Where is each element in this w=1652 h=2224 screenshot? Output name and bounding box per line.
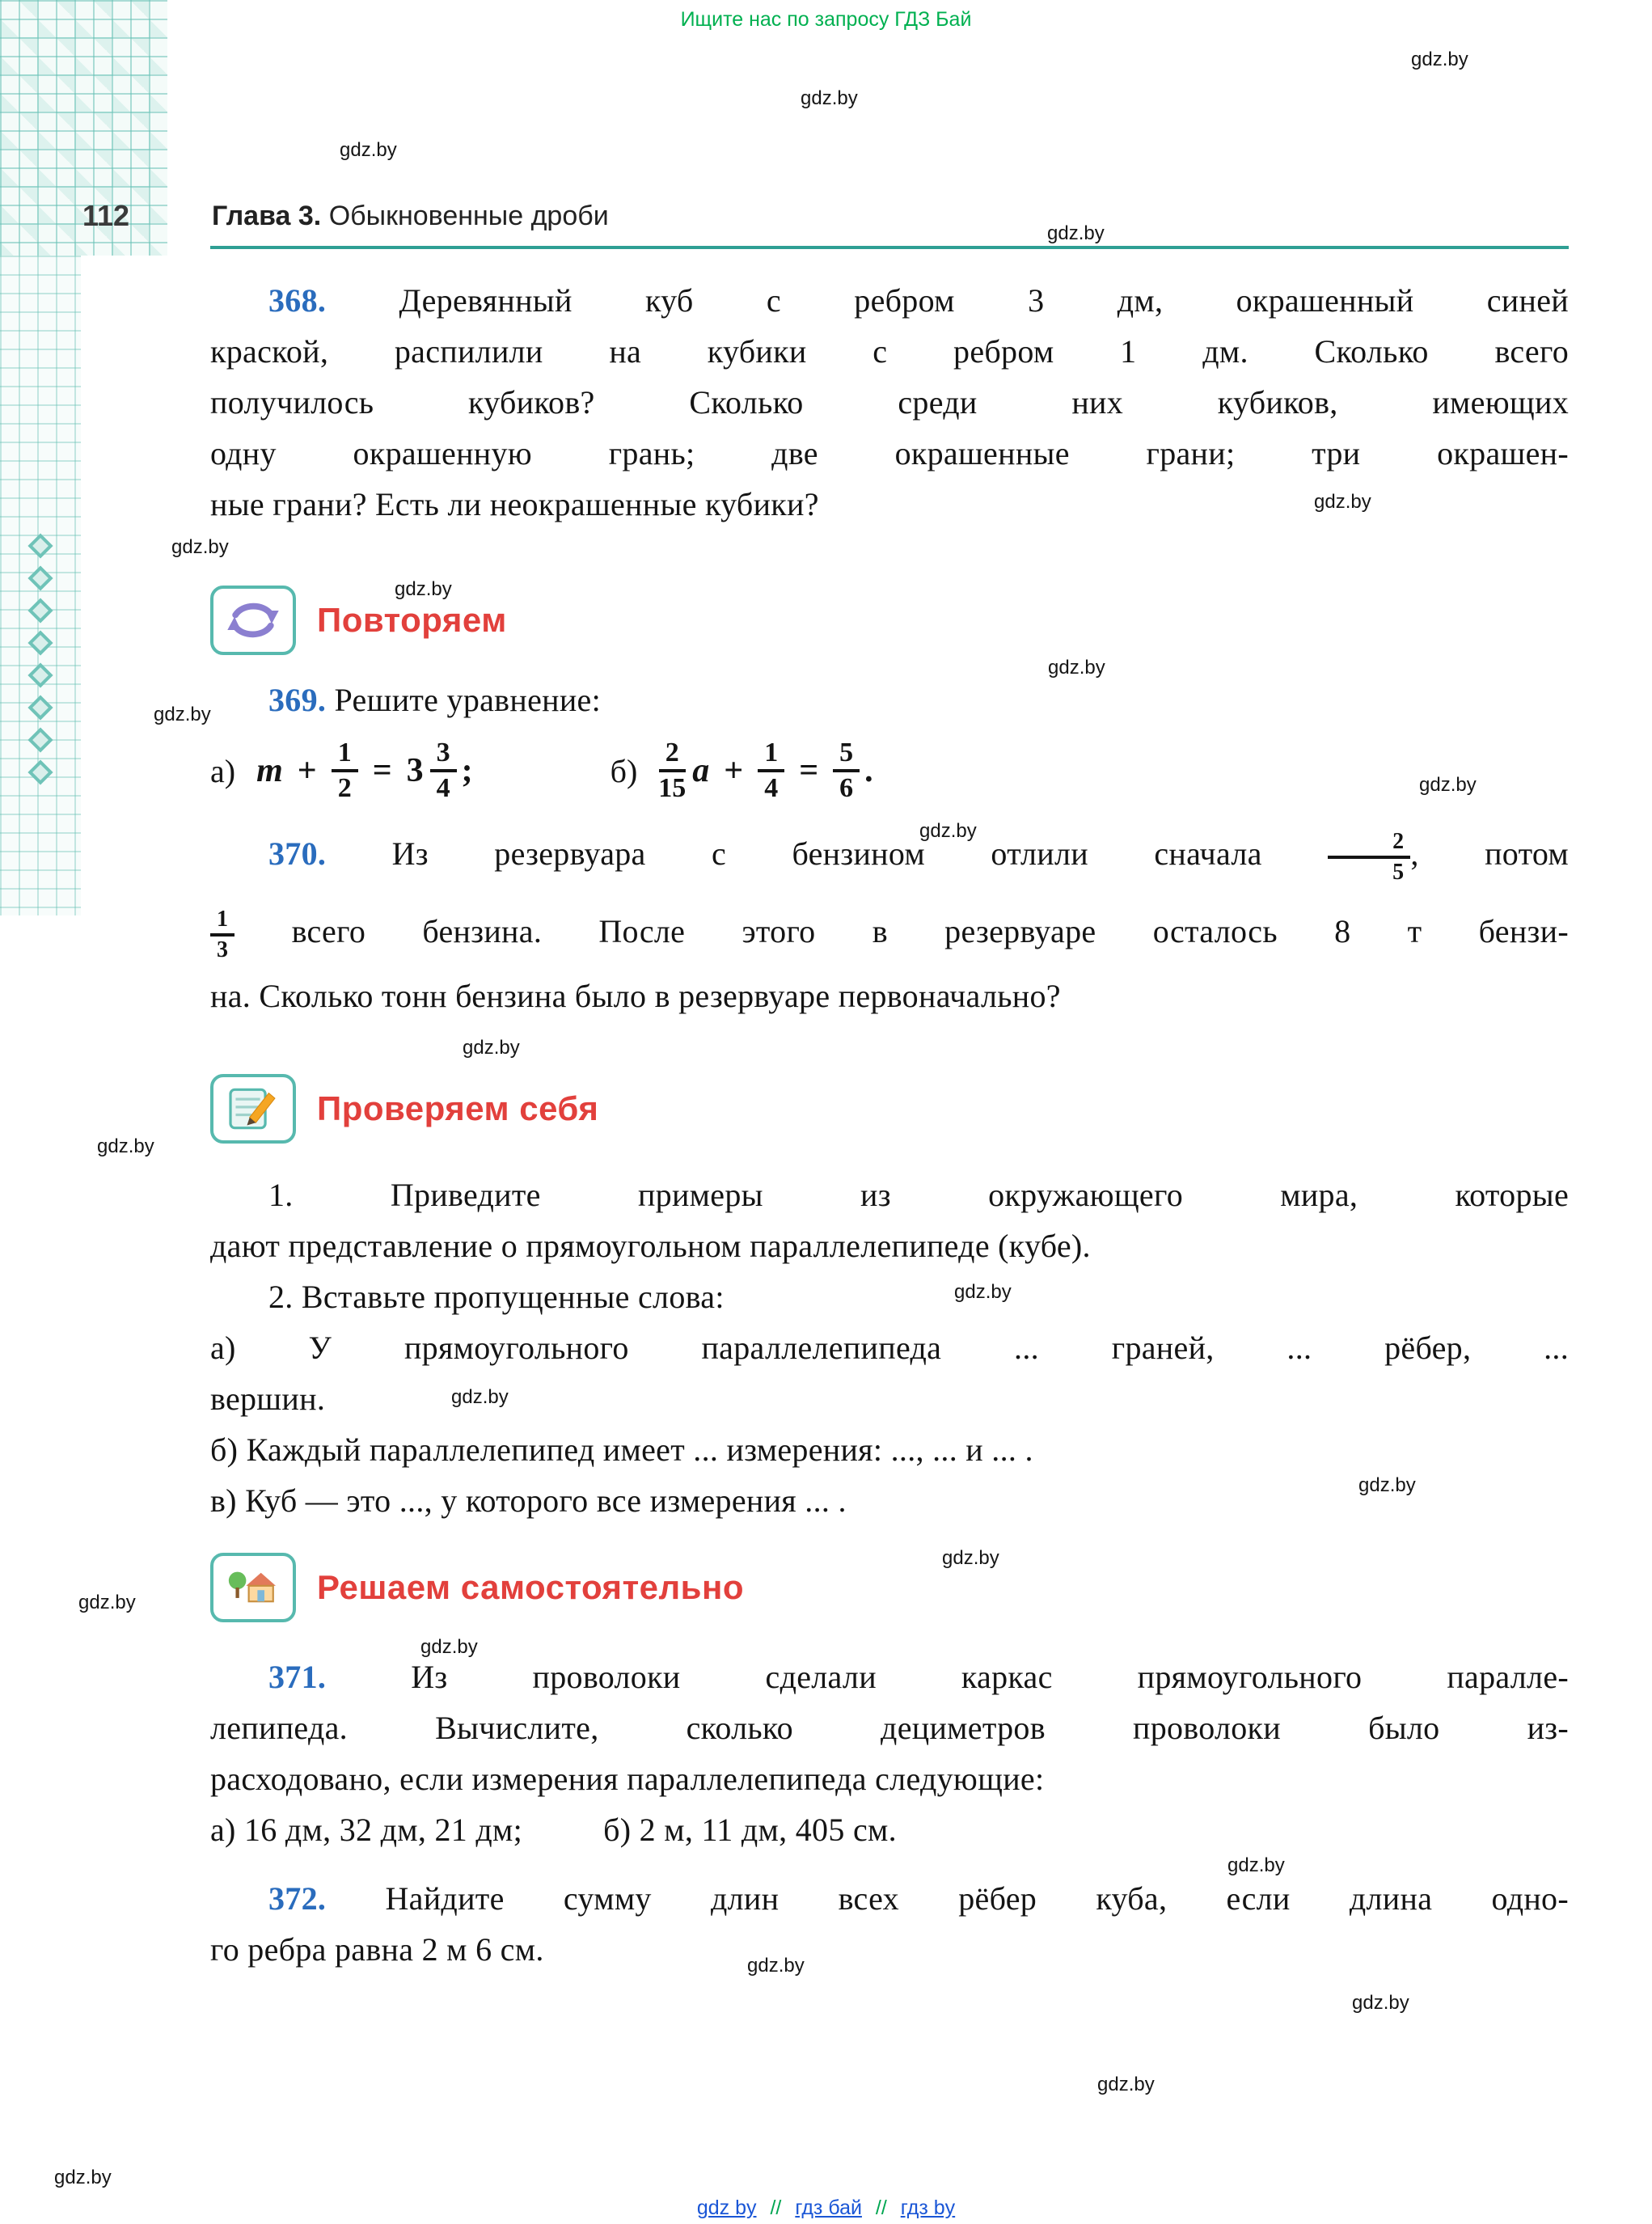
text-line: лепипеда. Вычислите, сколько дециметров проволоки было из-: [210, 1710, 1569, 1746]
fraction-2-5: $\frac{2}{5}$: [1328, 830, 1410, 884]
plus-sign: +: [724, 752, 744, 789]
pattern-diamond: [27, 533, 53, 558]
plus-sign: +: [297, 752, 317, 789]
section-label: Повторяем: [317, 601, 507, 639]
equation-369: [210, 726, 1569, 815]
top-banner: Ищите нас по запросу ГДЗ Бай: [680, 8, 972, 31]
problem-369: [210, 674, 1569, 725]
gdz-watermark: gdz.by: [1411, 49, 1468, 70]
section-label: Проверяем себя: [317, 1089, 599, 1127]
section-label: Решаем самостоятельно: [317, 1568, 745, 1606]
problem-371: [210, 1651, 1569, 1855]
text-line: [210, 1651, 1569, 1702]
problem-number: 371.: [268, 1659, 327, 1695]
pattern-diamond: [27, 662, 53, 687]
gdz-watermark: gdz.by: [1227, 1854, 1285, 1876]
text-line: дают представление о прямоугольном параллелепипеде (кубе).: [210, 1228, 1091, 1264]
fraction-1-3: $\frac{1}{3}$: [210, 907, 234, 962]
text-line: [210, 275, 1569, 326]
gdz-watermark: gdz.by: [395, 578, 452, 600]
footer-link-gdzbai[interactable]: гдз бай: [795, 2197, 862, 2219]
text: Деревянный куб с ребром 3 дм, окрашенный синей: [399, 282, 1569, 319]
text-line: краской, распилили на кубики с ребром 1 дм. Сколько всего: [210, 333, 1569, 370]
self-check-items: [210, 1169, 1569, 1526]
text-line: в) Куб — это ..., у которого все измерения ... .: [210, 1482, 847, 1519]
text: Решите уравнение:: [334, 682, 602, 718]
gdz-watermark: gdz.by: [171, 536, 229, 558]
header-rule: [210, 246, 1569, 249]
gdz-watermark: gdz.by: [1352, 1992, 1409, 2014]
text-line: ные грани? Есть ли неокрашенные кубики?: [210, 486, 819, 522]
text-line: [210, 815, 1569, 893]
footer-link-gdzby2[interactable]: гдз by: [900, 2197, 956, 2219]
problem-number: 369.: [268, 682, 327, 718]
pattern-diamond: [27, 727, 53, 752]
problem-number: 370.: [268, 835, 327, 872]
semicolon: ;: [461, 752, 473, 789]
whole-number: 3: [406, 752, 424, 789]
pattern-diamond: [27, 565, 53, 590]
equals-sign: =: [372, 752, 392, 789]
text: Из резервуара с бензином отлили сначала: [391, 835, 1262, 872]
solve-icon: [210, 1553, 296, 1622]
gdz-watermark: gdz.by: [1314, 491, 1371, 513]
gdz-watermark: gdz.by: [919, 820, 977, 842]
gdz-watermark: gdz.by: [801, 87, 858, 109]
fraction-1-4: $\frac{1}{4}$: [758, 738, 784, 802]
gdz-watermark: gdz.by: [451, 1386, 509, 1408]
variable-m: m: [256, 752, 283, 789]
text-line: на. Сколько тонн бензина было в резервуаре первоначально?: [210, 978, 1061, 1014]
self-check-icon: [210, 1074, 296, 1144]
fraction-5-6: $\frac{5}{6}$: [833, 738, 860, 802]
problem-number: 372.: [268, 1880, 327, 1917]
problem-number: 368.: [268, 282, 327, 319]
section-self-check: [210, 1074, 598, 1144]
gdz-watermark: gdz.by: [154, 704, 211, 725]
text-line: [210, 1804, 1569, 1855]
item-label-a: а): [210, 752, 236, 789]
text-line: вершин.: [210, 1380, 326, 1417]
gdz-watermark: gdz.by: [420, 1636, 478, 1658]
fraction-1-2: $\frac{1}{2}$: [332, 738, 358, 802]
text-line: расходовано, если измерения параллелепипеда следующие:: [210, 1761, 1045, 1797]
gdz-watermark: gdz.by: [78, 1592, 136, 1613]
footer-link-gdzby[interactable]: gdz by: [696, 2197, 757, 2219]
left-side-pattern: [0, 256, 81, 915]
equals-sign: =: [799, 752, 819, 789]
fraction-3-4: $\frac{3}{4}$: [430, 738, 457, 802]
answer-a: а) 16 дм, 32 дм, 21 дм;: [210, 1812, 523, 1848]
text: Из проволоки сделали каркас прямоугольного паралле-: [411, 1659, 1569, 1695]
text-line: б) Каждый параллелепипед имеет ... измерения: ..., ... и ... .: [210, 1431, 1033, 1468]
gdz-watermark: gdz.by: [1097, 2074, 1155, 2095]
text-line: го ребра равна 2 м 6 см.: [210, 1931, 544, 1968]
text: , потом: [1410, 835, 1569, 872]
pattern-diamond: [27, 759, 53, 784]
problem-370: [210, 815, 1569, 1021]
gdz-watermark: gdz.by: [942, 1547, 999, 1569]
pattern-diamond: [27, 598, 53, 623]
gdz-watermark: gdz.by: [54, 2167, 112, 2188]
footer-links: [0, 2197, 1652, 2220]
chapter-heading: [212, 201, 609, 232]
problem-372: [210, 1873, 1569, 1975]
section-repeat: [210, 586, 507, 655]
gdz-watermark: gdz.by: [463, 1037, 520, 1059]
repeat-icon: [210, 586, 296, 655]
gdz-watermark: gdz.by: [1047, 222, 1105, 244]
text-line: [210, 893, 1569, 970]
fraction-2-15: $\frac{2}{15}$: [658, 738, 687, 803]
page-number: 112: [82, 199, 130, 232]
gdz-watermark: gdz.by: [747, 1955, 805, 1977]
text-line: получилось кубиков? Сколько среди них кубиков, имеющих: [210, 384, 1569, 421]
pattern-diamond: [27, 695, 53, 720]
gdz-watermark: gdz.by: [340, 139, 397, 161]
footer-separator: //: [770, 2197, 782, 2219]
variable-a: a: [692, 752, 710, 789]
text-line: одну окрашенную грань; две окрашенные грани; три окрашен-: [210, 435, 1569, 471]
item-label-b: б): [610, 752, 638, 789]
chapter-label: Глава 3.: [212, 201, 322, 231]
text-line: [210, 1873, 1569, 1924]
text: всего бензина. После этого в резервуаре осталось 8 т бензи-: [291, 913, 1569, 949]
section-solve: [210, 1553, 744, 1622]
period: .: [864, 752, 873, 789]
text-line: 2. Вставьте пропущенные слова:: [268, 1279, 725, 1315]
answer-b: б) 2 м, 11 дм, 405 см.: [603, 1812, 897, 1848]
text-line: [210, 674, 1569, 725]
gdz-watermark: gdz.by: [954, 1281, 1012, 1303]
gdz-watermark: gdz.by: [1048, 657, 1105, 679]
chapter-title: Обыкновенные дроби: [328, 201, 609, 231]
gdz-watermark: gdz.by: [1419, 774, 1477, 796]
footer-separator: //: [875, 2197, 887, 2219]
pattern-diamond: [27, 630, 53, 655]
gdz-watermark: gdz.by: [97, 1135, 154, 1157]
text-line: 1. Приведите примеры из окружающего мира, которые: [268, 1177, 1569, 1213]
text-line: а) У прямоугольного параллелепипеда ... граней, ... рёбер, ...: [210, 1330, 1569, 1366]
text: Найдите сумму длин всех рёбер куба, если длина одно-: [385, 1880, 1569, 1917]
gdz-watermark: gdz.by: [1358, 1474, 1416, 1496]
